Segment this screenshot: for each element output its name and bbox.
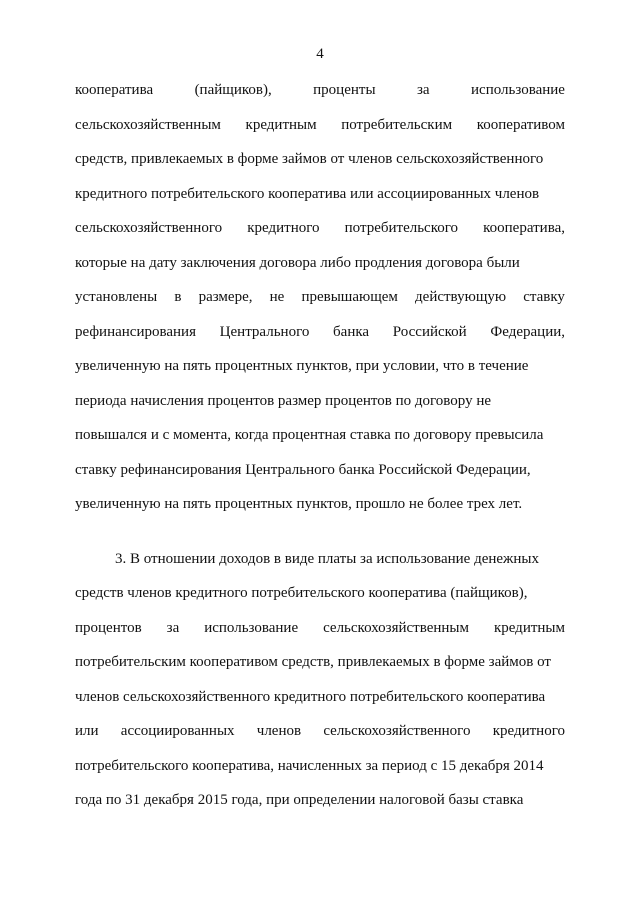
text-line <box>75 391 565 426</box>
text-line <box>75 322 565 357</box>
text-word: года по 31 декабря 2015 года, при определении налоговой базы ставка <box>75 792 524 808</box>
text-line <box>75 756 565 791</box>
text-word: сельскохозяйственным <box>323 619 469 636</box>
text-word: действующую <box>415 289 507 305</box>
text-line <box>75 356 565 391</box>
text-word: потребительского <box>344 220 459 236</box>
paragraph-3 <box>75 583 565 825</box>
paragraph-gap <box>75 529 565 549</box>
text-word: кредитным <box>493 619 565 636</box>
text-line <box>75 425 565 460</box>
text-line <box>75 460 565 495</box>
text-word: процентов <box>75 619 142 636</box>
text-line <box>75 218 565 253</box>
text-line <box>75 115 565 150</box>
text-line <box>75 618 565 653</box>
text-word: средств членов кредитного потребительского кооператива (пайщиков), <box>75 585 528 601</box>
text-word: кооперативом <box>476 116 565 133</box>
text-word: банка <box>333 323 370 340</box>
text-word: Центрального <box>219 323 310 340</box>
text-word: членов сельскохозяйственного кредитного потребительского кооператива <box>75 688 546 705</box>
text-word: ставку <box>523 289 565 305</box>
text-line <box>75 652 565 687</box>
text-word: за <box>166 619 180 636</box>
text-word: ставку рефинансирования Центрального банка Российской Федерации, <box>75 461 531 478</box>
text-word: средств, привлекаемых в форме займов от членов сельскохозяйственного <box>75 151 544 167</box>
text-word: периода начисления процентов размер процентов по договору не <box>75 392 492 409</box>
text-word: Федерации, <box>490 323 565 340</box>
paragraph-last-line: увеличенную на пять процентных пунктов, прошло не более трех лет. <box>75 496 523 512</box>
text-word: кооператива <box>75 82 154 98</box>
text-word: повышался и с момента, когда процентная ставка по договору превысила <box>75 427 544 443</box>
text-word: увеличенную на пять процентных пунктов, при условии, что в течение <box>75 358 529 374</box>
document-body <box>75 80 565 825</box>
text-word: использование <box>204 619 299 636</box>
text-line <box>75 287 565 322</box>
text-word: или <box>75 723 99 739</box>
text-word: установлены <box>75 289 158 305</box>
text-word: Российской <box>392 323 467 340</box>
text-word: размере, <box>198 289 253 305</box>
text-word: кредитного потребительского кооператива или ассоциированных членов <box>75 185 540 202</box>
text-word: проценты <box>313 82 376 98</box>
text-word: сельскохозяйственного <box>75 220 223 236</box>
text-line <box>75 80 565 115</box>
text-word: превышающем <box>301 289 398 305</box>
text-word: сельскохозяйственного <box>323 723 471 739</box>
text-word: которые на дату заключения договора либо продления договора были <box>75 254 520 271</box>
text-word: (пайщиков), <box>194 82 272 98</box>
text-line <box>75 149 565 184</box>
text-word: членов <box>256 723 302 739</box>
text-line <box>75 687 565 722</box>
text-line <box>75 583 565 618</box>
text-word: использование <box>471 82 565 98</box>
text-word: кредитного <box>492 723 565 739</box>
text-word: в <box>174 289 182 305</box>
text-word: рефинансирования <box>75 323 196 340</box>
text-word: не <box>269 289 285 305</box>
text-word: кооператива, <box>483 220 565 236</box>
paragraph-3-first-line: 3. В отношении доходов в виде платы за использование денежных <box>115 550 540 567</box>
text-word: сельскохозяйственным <box>75 116 221 133</box>
text-word: потребительским кооперативом средств, привлекаемых в форме займов от <box>75 654 551 670</box>
text-word: за <box>416 82 430 98</box>
text-word: кредитным <box>245 116 317 133</box>
text-line <box>75 253 565 288</box>
text-word: ассоциированных <box>120 723 235 739</box>
text-word: потребительским <box>341 116 453 133</box>
text-line <box>75 721 565 756</box>
text-word: кредитного <box>247 220 320 236</box>
text-line <box>75 790 565 825</box>
text-word: потребительского кооператива, начисленных за период с 15 декабря 2014 <box>75 757 544 774</box>
paragraph-continued <box>75 80 565 494</box>
text-line <box>75 184 565 219</box>
page-number: 4 <box>316 46 324 62</box>
